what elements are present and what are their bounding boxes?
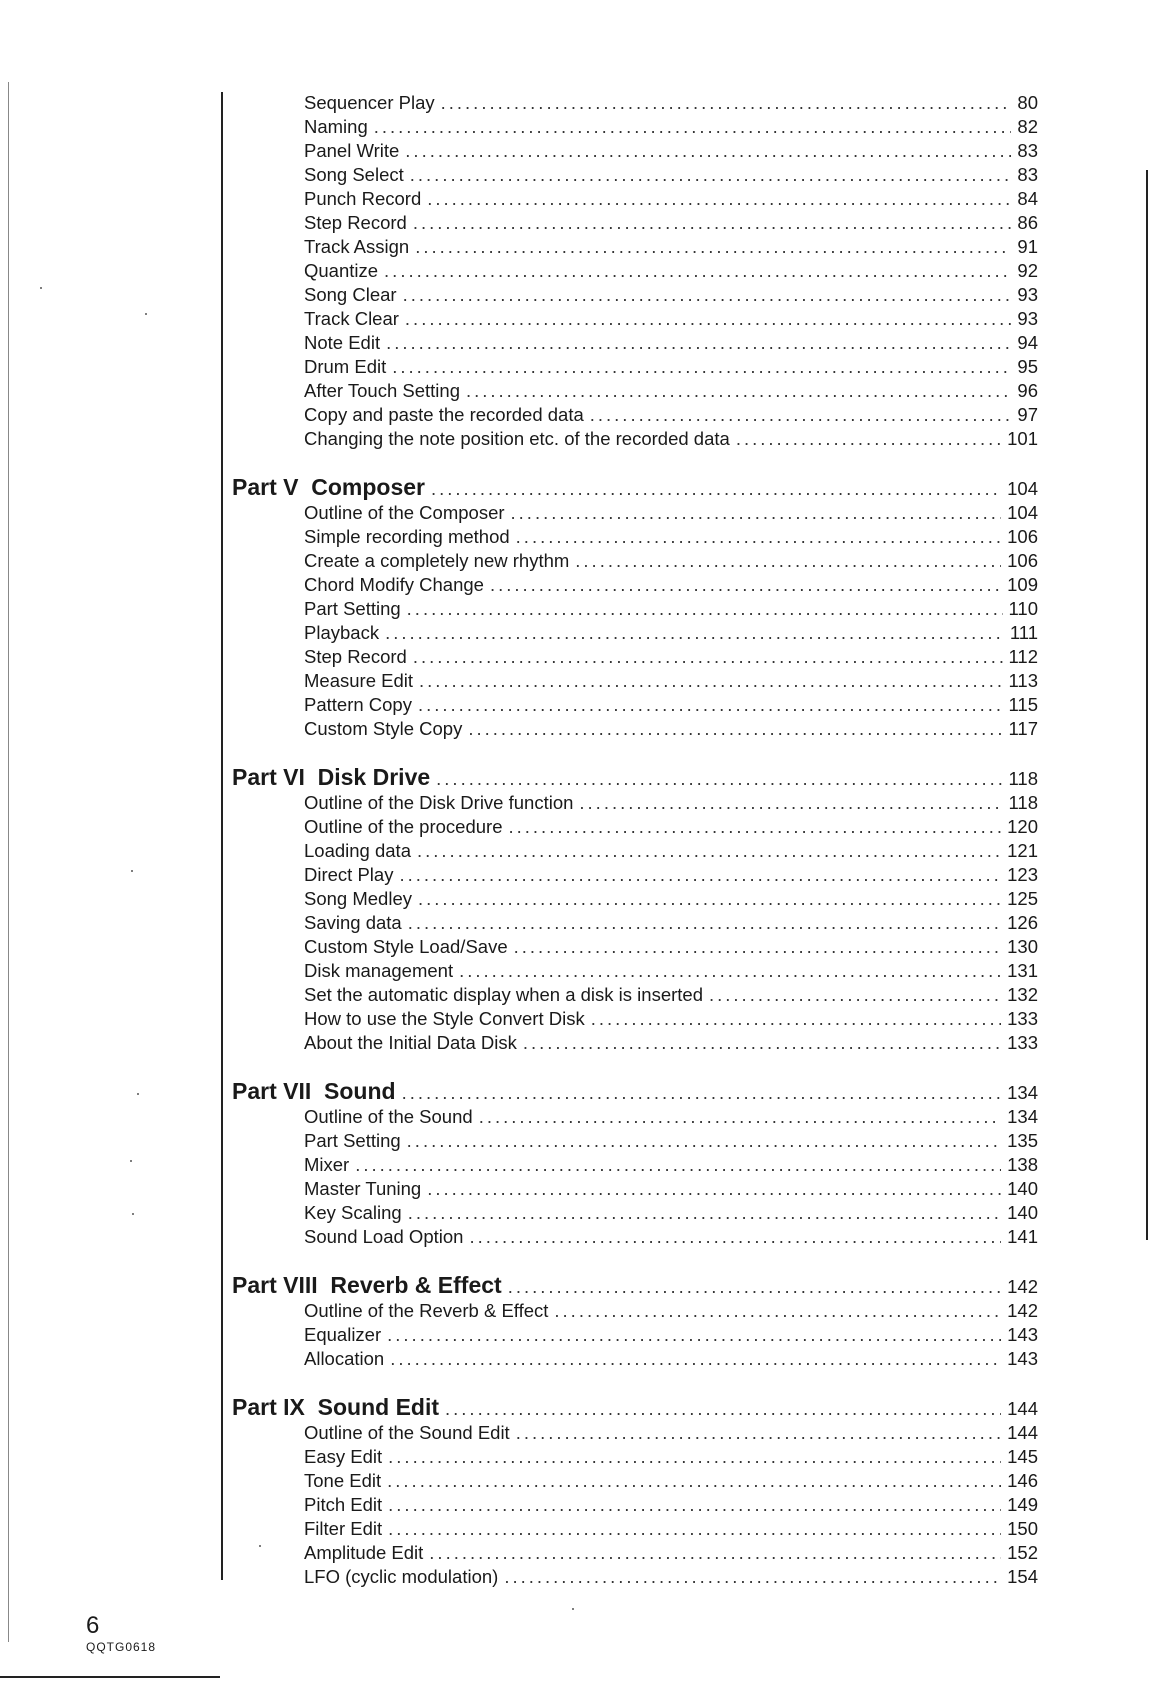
toc-entry[interactable] [304, 116, 1038, 140]
toc-entry[interactable] [304, 694, 1038, 718]
dot-leader [554, 1300, 1001, 1322]
toc-entry-page: 84 [1017, 188, 1038, 209]
toc-entry-label: After Touch Setting [304, 380, 460, 401]
toc-entry-page: 93 [1017, 308, 1038, 329]
toc-entry[interactable] [304, 646, 1038, 670]
toc-entry[interactable] [304, 1178, 1038, 1202]
toc-entry-page: 86 [1017, 212, 1038, 233]
toc-entry-page: 115 [1008, 694, 1038, 715]
page-edge-left [8, 82, 9, 1642]
toc-entry-label: About the Initial Data Disk [304, 1032, 517, 1053]
toc-entry-label: How to use the Style Convert Disk [304, 1008, 585, 1029]
toc-entry-page: 95 [1017, 356, 1038, 377]
dot-leader [408, 1202, 1001, 1224]
toc-entry[interactable] [304, 1494, 1038, 1518]
toc-entry-page: 83 [1017, 140, 1038, 161]
toc-entry[interactable] [304, 598, 1038, 622]
dot-leader [436, 768, 1002, 790]
toc-entry[interactable] [304, 1348, 1038, 1372]
toc-entry-label: Direct Play [304, 864, 394, 885]
dot-leader [591, 1008, 1001, 1030]
toc-entry-label: Chord Modify Change [304, 574, 484, 595]
dot-leader [575, 550, 1001, 572]
dot-leader [418, 694, 1003, 716]
part-heading[interactable] [232, 474, 1038, 502]
toc-entry-page: 145 [1007, 1446, 1038, 1467]
toc-entry-label: Outline of the Composer [304, 502, 505, 523]
toc-entry-label: Playback [304, 622, 380, 643]
dot-leader [408, 912, 1001, 934]
dot-leader [427, 188, 1011, 210]
toc-entry-page: 154 [1007, 1566, 1038, 1587]
toc-entry-page: 123 [1007, 864, 1038, 885]
dot-leader [509, 816, 1002, 838]
toc-entry-page: 138 [1007, 1154, 1038, 1175]
toc-entry-label: Part Setting [304, 598, 401, 619]
toc-entry-label: Song Medley [304, 888, 412, 909]
part-heading[interactable] [232, 1272, 1038, 1300]
toc-entry-page: 106 [1007, 526, 1038, 547]
toc-entry-page: 121 [1007, 840, 1038, 861]
toc-entry[interactable] [304, 1566, 1038, 1590]
toc-entry-page: 132 [1007, 984, 1038, 1005]
scan-speck [572, 1608, 574, 1610]
toc-entry[interactable] [304, 1324, 1038, 1348]
toc-entry-label: LFO (cyclic modulation) [304, 1566, 499, 1587]
bottom-edge [0, 1676, 220, 1678]
toc-entry[interactable] [304, 1130, 1038, 1154]
toc-entry-page: 142 [1007, 1300, 1038, 1321]
toc-entry[interactable] [304, 1446, 1038, 1470]
dot-leader [427, 1178, 1001, 1200]
toc-entry[interactable] [304, 140, 1038, 164]
dot-leader [508, 1276, 1001, 1298]
dot-leader [709, 984, 1001, 1006]
toc-entry[interactable] [304, 356, 1038, 380]
dot-leader [388, 1446, 1001, 1468]
scan-speck [132, 1213, 134, 1215]
toc-entry[interactable] [304, 212, 1038, 236]
part-title: Part IX Sound Edit [232, 1394, 440, 1420]
part-title: Part VI Disk Drive [232, 764, 431, 790]
dot-leader [390, 1348, 1001, 1370]
toc-entry[interactable] [304, 260, 1038, 284]
toc-entry-page: 113 [1008, 670, 1038, 691]
toc-entry[interactable] [304, 1008, 1038, 1032]
toc-entry-page: 117 [1008, 718, 1038, 739]
toc-entry-page: 126 [1007, 912, 1038, 933]
toc-entry[interactable] [304, 428, 1038, 452]
toc-entry[interactable] [304, 1300, 1038, 1324]
toc-entry[interactable] [304, 550, 1038, 574]
toc-entry[interactable] [304, 574, 1038, 598]
document-code: QQTG0618 [86, 1640, 157, 1654]
toc-entry-page: 80 [1017, 92, 1038, 113]
part-page: 104 [1007, 478, 1038, 499]
toc-entry-label: Outline of the Sound Edit [304, 1422, 510, 1443]
toc-entry-label: Master Tuning [304, 1178, 422, 1199]
dot-leader [441, 92, 1012, 114]
dot-leader [413, 212, 1012, 234]
toc-entry[interactable] [304, 526, 1038, 550]
toc-entry-label: Track Clear [304, 308, 399, 329]
toc-entry-label: Drum Edit [304, 356, 387, 377]
toc-entry-page: 140 [1007, 1178, 1038, 1199]
toc-entry-label: Sequencer Play [304, 92, 435, 113]
toc-entry-label: Note Edit [304, 332, 381, 353]
toc-entry[interactable] [304, 502, 1038, 526]
dot-leader [403, 284, 1012, 306]
toc-entry-page: 144 [1007, 1422, 1038, 1443]
toc-entry[interactable] [304, 670, 1038, 694]
toc-entry[interactable] [304, 1202, 1038, 1226]
dot-leader [386, 332, 1011, 354]
toc-entry-page: 146 [1007, 1470, 1038, 1491]
toc-entry-page: 96 [1017, 380, 1038, 401]
toc-entry-label: Changing the note position etc. of the recorded data [304, 428, 730, 449]
dot-leader [468, 718, 1002, 740]
toc-entry[interactable] [304, 622, 1038, 646]
toc-entry-label: Panel Write [304, 140, 400, 161]
part-heading[interactable] [232, 1394, 1038, 1422]
toc-entry-label: Custom Style Copy [304, 718, 463, 739]
dot-leader [392, 356, 1011, 378]
toc-entry-page: 134 [1007, 1106, 1038, 1127]
toc-entry-label: Filter Edit [304, 1518, 383, 1539]
scan-speck [40, 287, 42, 289]
toc-entry[interactable] [304, 164, 1038, 188]
toc-entry[interactable] [304, 816, 1038, 840]
dot-leader [590, 404, 1012, 426]
toc-entry-page: 152 [1007, 1542, 1038, 1563]
scan-speck [130, 1160, 132, 1162]
toc-entry-label: Quantize [304, 260, 379, 281]
page-edge-right [1146, 170, 1148, 1240]
dot-leader [415, 236, 1011, 258]
toc-entry-page: 140 [1007, 1202, 1038, 1223]
toc-entry-page: 141 [1007, 1226, 1038, 1247]
dot-leader [469, 1226, 1001, 1248]
toc-entry-page: 149 [1007, 1494, 1038, 1515]
dot-leader [516, 1422, 1001, 1444]
toc-entry[interactable] [304, 1106, 1038, 1130]
toc-entry-page: 133 [1007, 1008, 1038, 1029]
toc-entry-page: 91 [1017, 236, 1038, 257]
toc-entry-page: 120 [1007, 816, 1038, 837]
toc-entry-page: 82 [1017, 116, 1038, 137]
toc-entry-page: 93 [1017, 284, 1038, 305]
toc-entry-label: Loading data [304, 840, 411, 861]
toc-entry-label: Mixer [304, 1154, 350, 1175]
toc-entry[interactable] [304, 188, 1038, 212]
toc-entry-label: Song Select [304, 164, 404, 185]
scan-speck [131, 870, 133, 872]
scan-speck [145, 313, 147, 315]
toc-entry-page: 118 [1008, 792, 1038, 813]
toc-entry-page: 135 [1007, 1130, 1038, 1151]
toc-entry-page: 143 [1007, 1324, 1038, 1345]
dot-leader [413, 646, 1003, 668]
dot-leader [410, 164, 1012, 186]
toc-entry[interactable] [304, 960, 1038, 984]
table-of-contents [232, 92, 1038, 1590]
toc-entry[interactable] [304, 718, 1038, 742]
part-page: 144 [1007, 1398, 1038, 1419]
dot-leader [417, 840, 1001, 862]
dot-leader [479, 1106, 1001, 1128]
dot-leader [418, 888, 1001, 910]
dot-leader [459, 960, 1001, 982]
dot-leader [445, 1398, 1001, 1420]
toc-entry-page: 106 [1007, 550, 1038, 571]
toc-entry-label: Tone Edit [304, 1470, 382, 1491]
toc-entry-label: Saving data [304, 912, 402, 933]
dot-leader [431, 478, 1001, 500]
toc-entry-label: Pattern Copy [304, 694, 412, 715]
toc-entry-label: Punch Record [304, 188, 422, 209]
parts-section [232, 474, 1038, 1590]
toc-entry[interactable] [304, 92, 1038, 116]
toc-entry-label: Allocation [304, 1348, 385, 1369]
toc-entry-page: 143 [1007, 1348, 1038, 1369]
part-page: 118 [1008, 768, 1038, 789]
toc-entry-label: Set the automatic display when a disk is inserted [304, 984, 703, 1005]
toc-entry-label: Measure Edit [304, 670, 413, 691]
toc-entry[interactable] [304, 404, 1038, 428]
left-margin-rule [221, 92, 223, 1580]
toc-entry-label: Custom Style Load/Save [304, 936, 508, 957]
toc-entry-label: Copy and paste the recorded data [304, 404, 584, 425]
toc-entry[interactable] [304, 984, 1038, 1008]
toc-entry-label: Simple recording method [304, 526, 510, 547]
toc-entry-label: Disk management [304, 960, 454, 981]
dot-leader [402, 1082, 1002, 1104]
toc-entry-page: 130 [1007, 936, 1038, 957]
part-page: 142 [1007, 1276, 1038, 1297]
toc-entry-label: Create a completely new rhythm [304, 550, 570, 571]
toc-entry-label: Step Record [304, 646, 407, 667]
toc-entry[interactable] [304, 888, 1038, 912]
scan-speck [137, 1093, 139, 1095]
dot-leader [466, 380, 1011, 402]
toc-entry-label: Step Record [304, 212, 407, 233]
toc-entry-page: 111 [1009, 622, 1038, 643]
dot-leader [385, 622, 1004, 644]
toc-entry[interactable] [304, 236, 1038, 260]
toc-entry[interactable] [304, 1470, 1038, 1494]
dot-leader [374, 116, 1012, 138]
toc-entry-label: Track Assign [304, 236, 410, 257]
toc-entry[interactable] [304, 1032, 1038, 1056]
page-number: 6 [86, 1612, 100, 1639]
part-heading[interactable] [232, 1078, 1038, 1106]
dot-leader [429, 1542, 1001, 1564]
dot-leader [355, 1154, 1001, 1176]
part-title: Part VIII Reverb & Effect [232, 1272, 502, 1298]
toc-entry[interactable] [304, 284, 1038, 308]
dot-leader [384, 260, 1011, 282]
toc-entry-label: Outline of the procedure [304, 816, 503, 837]
dot-leader [514, 936, 1002, 958]
toc-entry-label: Naming [304, 116, 368, 137]
dot-leader [388, 1494, 1001, 1516]
toc-entry[interactable] [304, 1422, 1038, 1446]
dot-leader [523, 1032, 1001, 1054]
toc-entry[interactable] [304, 1226, 1038, 1250]
toc-entry[interactable] [304, 332, 1038, 356]
dot-leader [490, 574, 1001, 596]
toc-entry-page: 131 [1007, 960, 1038, 981]
dot-leader [387, 1324, 1001, 1346]
toc-entry-label: Part Setting [304, 1130, 401, 1151]
toc-entry-label: Outline of the Disk Drive function [304, 792, 574, 813]
toc-entry[interactable] [304, 840, 1038, 864]
dot-leader [399, 864, 1001, 886]
toc-entry[interactable] [304, 1542, 1038, 1566]
toc-entry-label: Outline of the Sound [304, 1106, 473, 1127]
toc-entry-page: 94 [1017, 332, 1038, 353]
part-title: Part VII Sound [232, 1078, 396, 1104]
toc-entry[interactable] [304, 936, 1038, 960]
toc-entry[interactable] [304, 1154, 1038, 1178]
toc-entry-label: Amplitude Edit [304, 1542, 424, 1563]
part-title: Part V Composer [232, 474, 425, 500]
toc-entry-page: 101 [1007, 428, 1038, 449]
intro-section [232, 92, 1038, 452]
toc-entry-label: Song Clear [304, 284, 397, 305]
toc-entry[interactable] [304, 380, 1038, 404]
toc-entry-page: 133 [1007, 1032, 1038, 1053]
toc-entry-label: Pitch Edit [304, 1494, 383, 1515]
toc-entry-label: Key Scaling [304, 1202, 402, 1223]
toc-entry-page: 125 [1007, 888, 1038, 909]
dot-leader [405, 140, 1011, 162]
dot-leader [511, 502, 1002, 524]
toc-entry-page: 150 [1007, 1518, 1038, 1539]
toc-entry-page: 112 [1008, 646, 1038, 667]
dot-leader [504, 1566, 1001, 1588]
toc-entry[interactable] [304, 912, 1038, 936]
part-page: 134 [1007, 1082, 1038, 1103]
toc-entry[interactable] [304, 1518, 1038, 1542]
dot-leader [516, 526, 1001, 548]
toc-entry-label: Equalizer [304, 1324, 382, 1345]
toc-entry-page: 83 [1017, 164, 1038, 185]
toc-entry-page: 104 [1007, 502, 1038, 523]
toc-entry[interactable] [304, 864, 1038, 888]
toc-entry-page: 97 [1017, 404, 1038, 425]
dot-leader [419, 670, 1003, 692]
part-heading[interactable] [232, 764, 1038, 792]
dot-leader [388, 1518, 1001, 1540]
dot-leader [407, 598, 1003, 620]
toc-entry-page: 92 [1017, 260, 1038, 281]
toc-entry[interactable] [304, 792, 1038, 816]
toc-entry-label: Sound Load Option [304, 1226, 464, 1247]
dot-leader [387, 1470, 1001, 1492]
dot-leader [407, 1130, 1001, 1152]
toc-entry[interactable] [304, 308, 1038, 332]
dot-leader [405, 308, 1012, 330]
toc-entry-label: Easy Edit [304, 1446, 383, 1467]
toc-entry-label: Outline of the Reverb & Effect [304, 1300, 549, 1321]
dot-leader [579, 792, 1002, 814]
dot-leader [736, 428, 1001, 450]
toc-entry-page: 110 [1008, 598, 1038, 619]
toc-entry-page: 109 [1007, 574, 1038, 595]
